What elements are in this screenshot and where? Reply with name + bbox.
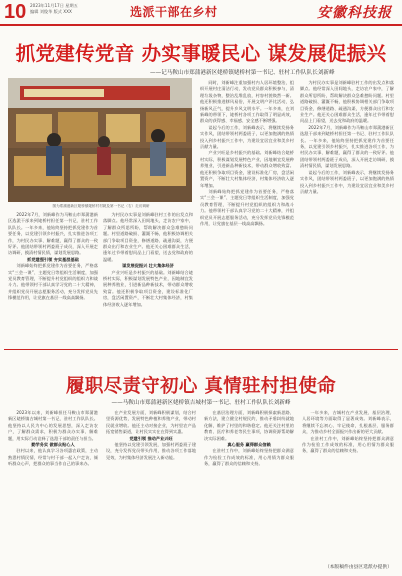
paragraph: 同时，刘新峰注重加强村内人居环境整治，组织开展村庄清洁行动，发动党员群众积极参与，清理垃圾杂物，整治乱堆乱放，村容村貌焕然一新。他还积极推进移风易俗，开展文明户评比活动，弘扬新风正气，提升乡风文明水平。一年多来，在刘新峰的带领下，姥桥村各项工作取得了明显成效，群众的获得感、幸福感、安全感不断增强。 xyxy=(200,80,294,124)
paragraph: 驻村以来，他认真学习各项惠农政策，主动熟悉村情民情，经常与村干部一起入户走访，倾听群众心声，把群众的事当作自己的事来办。 xyxy=(8,448,98,467)
article2-source: （本版稿件由县区选派办提供） xyxy=(324,565,392,570)
article2-subheadline: ——马鞍山市郑蒲港新区姥桥镇吉城村第一书记、驻村工作队队长刘新峰 xyxy=(111,400,291,406)
article1-headline: 抓党建传党音 办实事暖民心 谋发展促振兴 xyxy=(15,42,387,65)
paragraph: 谈起今后的工作，刘新峰表示，将继续发扬务实作风，团结带领村两委班子，以更加饱满的热情投入到乡村振兴工作中，为建设宜居宜业和美乡村贡献力量。 xyxy=(300,169,394,194)
date-line: 2023年11月17日 星期五 xyxy=(30,3,78,8)
editor-line: 编辑 刘俊华 版式 XXX xyxy=(30,8,72,14)
subheading: 真心服务 赢得群众信赖 xyxy=(227,442,271,448)
paragraph: 在基层治理方面，刘新峰积极探索新思路、新方法，建立健全村规民约，推动矛盾纠纷就地化解，维护了村里的和谐稳定。他还关注村里的教育、医疗和养老等民生事项，协调资源帮助解决实际困难。 xyxy=(204,410,294,441)
article1-subheadline: ——记马鞍山市郑蒲港新区姥桥镇姥桥村第一书记、驻村工作队队长刘新峰 xyxy=(150,70,335,76)
article1-col3 xyxy=(200,80,294,344)
paragraph: 2022年7月，刘新峰作为马鞍山市郑蒲港新区选派干部来到姥桥村担任第一书记、驻村工作队队长。一年多来，他始终坚持把抓党建作为首要任务，以党建引领乡村振兴，扎实推进各项工作，为村民办实事、解难题，赢得了群众的一致好评。他团结带领村两委班子成员，深入开展走访调研，摸清村情民情，谋划发展思路。 xyxy=(8,212,98,256)
header-meta xyxy=(30,3,78,14)
subheading: 谋发展促振兴 壮大集体经济 xyxy=(122,263,174,269)
paragraph: 在驻村工作中，刘新峰始终坚持把群众满意作为检验工作成效的标准，用心用情为群众服务，赢得了群众的信赖和支持。 xyxy=(302,435,394,454)
paragraph: 产业兴旺是乡村振兴的基础。刘新峰结合姥桥村实际，积极谋划发展特色产业，因地制宜发展种养殖业，引进新品种新技术，带动群众增收致富。他还积极争取项目资金，建设标准化厂房，盘活闲置资产，不断壮大村集体经济，村集体经济收入逐年增加。 xyxy=(200,150,294,188)
page-header xyxy=(0,0,402,26)
paragraph: 在驻村工作中，刘新峰始终坚持把群众满意作为检验工作成效的标准，用心用情为群众服务，赢得了群众的信赖和支持。 xyxy=(204,448,294,467)
article1-photo xyxy=(8,78,192,202)
paragraph: 刘新峰始终把抓党建作为首要任务，严格落实“三会一课”、主题党日等组织生活制度，加强党员教育管理，不断提升村党组织的组织力和战斗力。他带领村干部认真学习党的二十大精神，并组织党员开展志愿服务活动，充分发挥党员先锋模范作用，让党旗在基层一线高高飘扬。 xyxy=(8,263,98,301)
article2-col2 xyxy=(106,410,196,560)
article1-col1 xyxy=(8,212,98,344)
paragraph: 为村民办实事是刘新峰驻村工作的出发点和落脚点。他经常深入田间地头，走访农户家中，了解群众所思所盼，帮助解决群众急难愁盼问题。村里道路破损、灌溉不畅，他积极协调相关部门争取项目资金，修缮道路、疏通沟渠，方便群众出行和农业生产。他还关心困难群众生活，逢年过节带着慰问品上门看望，送去党和政府的温暖。 xyxy=(103,212,193,262)
paragraph: 为村民办实事是刘新峰驻村工作的出发点和落脚点。他经常深入田间地头，走访农户家中，了解群众所思所盼，帮助解决群众急难愁盼问题。村里道路破损、灌溉不畅，他积极协调相关部门争取项目资金，修缮道路、疏通沟渠，方便群众出行和农业生产。他还关心困难群众生活，逢年过节带着慰问品上门看望，送去党和政府的温暖。 xyxy=(300,80,394,124)
photo-caption: 图为郑蒲港新区姥桥镇姥桥村村貌及第一书记（右）走访调研 xyxy=(52,204,150,208)
paragraph: 在产业发展方面，刘新峰积极谋划，结合村里资源优势，发展特色种植和养殖产业，带动村民就业增收。他还主动对接企业，为村里农产品拓宽销售渠道，让村民实实在在得到实惠。 xyxy=(106,410,196,435)
subheading: 党建引领 推动产业兴旺 xyxy=(129,435,173,441)
paragraph: 产业兴旺是乡村振兴的基础。刘新峰结合姥桥村实际，积极谋划发展特色产业，因地制宜发展种养殖业，引进新品种新技术，带动群众增收致富。他还积极争取项目资金，建设标准化厂房，盘活闲置资产，不断壮大村集体经济，村集体经济收入逐年增加。 xyxy=(103,269,193,307)
section-title: 选派干部在乡村 xyxy=(130,5,218,19)
page-number: 10 xyxy=(4,1,27,23)
paragraph: 他坚持以党建引领发展，加强村两委班子建设，充分发挥党员带头作用，推动各项工作落地见效，为村集体经济发展注入新动能。 xyxy=(106,442,196,460)
newspaper-logo: 安徽科技报 xyxy=(317,5,392,21)
paragraph: 刘新峰始终把抓党建作为首要任务，严格落实“三会一课”、主题党日等组织生活制度，加强党员教育管理，不断提升村党组织的组织力和战斗力。他带领村干部认真学习党的二十大精神，并组织党员开展志愿服务活动，充分发挥党员先锋模范作用，让党旗在基层一线高高飘扬。 xyxy=(200,188,294,226)
village-scene-image xyxy=(8,78,192,202)
subheading: 勤学务实 做群众贴心人 xyxy=(31,442,75,448)
paragraph: 2023年以来，刘新峰担任马鞍山市郑蒲港新区姥桥镇吉城村第一书记、驻村工作队队长。他坚持以人民为中心的发展思想，深入走访农户，了解群众需求，积极为群众办实事、解难题，用实际行动诠释了选派干部的责任与担当。 xyxy=(8,410,98,441)
article2-col3 xyxy=(204,410,294,560)
article-divider xyxy=(4,349,398,350)
article1-col4 xyxy=(300,80,394,344)
article2-headline: 履职尽责守初心 真情驻村担使命 xyxy=(66,376,336,397)
article2-col4 xyxy=(302,410,394,560)
paragraph: 谈起今后的工作，刘新峰表示，将继续发扬务实作风，团结带领村两委班子，以更加饱满的热情投入到乡村振兴工作中，为建设宜居宜业和美乡村贡献力量。 xyxy=(200,124,294,150)
subheading: 抓党建强引领 夯实基层基础 xyxy=(27,256,79,262)
article2-col1 xyxy=(8,410,98,560)
article1-col2 xyxy=(103,212,193,344)
paragraph: 一年多来，吉城村在产业发展、基层治理、人居环境等方面取得了显著成效。刘新峰表示，将继续不忘初心、牢记使命，扎根基层、服务群众，为推动乡村全面振兴作出新的更大贡献。 xyxy=(302,410,394,435)
paragraph: 2022年7月，刘新峰作为马鞍山市郑蒲港新区选派干部来到姥桥村担任第一书记、驻村工作队队长。一年多来，他始终坚持把抓党建作为首要任务，以党建引领乡村振兴，扎实推进各项工作，为村民办实事、解难题，赢得了群众的一致好评。他团结带领村两委班子成员，深入开展走访调研，摸清村情民情，谋划发展思路。 xyxy=(300,124,394,169)
